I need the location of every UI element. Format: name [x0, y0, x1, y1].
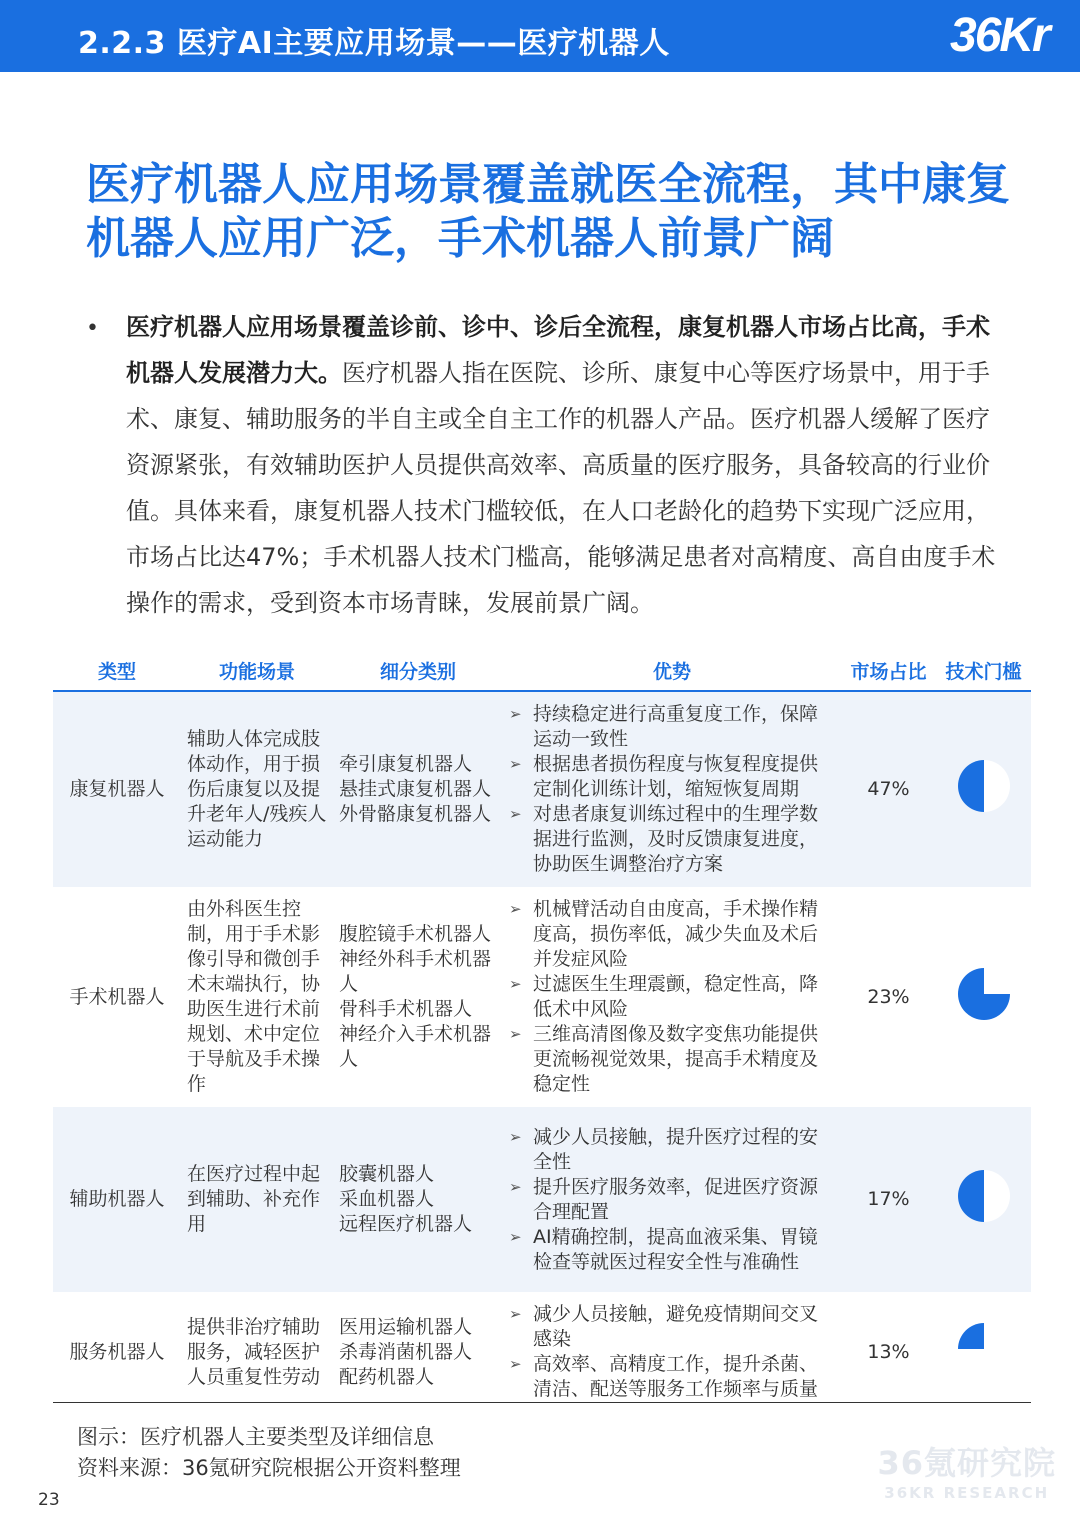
sub-item: 外骨骼康复机器人 [339, 803, 492, 825]
watermark-line: 36氪研究院 [877, 1444, 1056, 1482]
section-title: 2.2.3 医疗AI主要应用场景——医疗机器人 [78, 26, 670, 61]
row-sub [333, 1107, 503, 1292]
figure-caption [77, 1422, 461, 1484]
bullet-icon: • [86, 316, 99, 341]
row-barrier [936, 691, 1031, 887]
sub-item: 远程医疗机器人 [339, 1213, 473, 1235]
row-sub [333, 1292, 503, 1412]
barrier-pie-icon [954, 1319, 1014, 1379]
row-share: 13% [867, 1340, 910, 1363]
sub-item: 杀毒消菌机器人 [339, 1340, 473, 1363]
adv-item: ➢ 减少人员接触，提升医疗过程的安全性 [509, 1125, 835, 1175]
adv-item: ➢ 过滤医生生理震颤，稳定性高，降低术中风险 [509, 972, 835, 1022]
adv-item: ➢ 对患者康复训练过程中的生理学数据进行监测，及时反馈康复进度，协助医生调整治疗方案 [509, 802, 835, 877]
table-row [53, 1292, 1031, 1412]
row-sub [333, 691, 503, 887]
table-row [53, 887, 1031, 1107]
sub-item: 腹腔镜手术机器人 [339, 923, 492, 945]
row-adv [503, 1292, 841, 1412]
page-headline: 医疗机器人应用场景覆盖就医全流程，其中康复机器人应用广泛，手术机器人前景广阔 [86, 159, 1010, 264]
row-type: 服务机器人 [69, 1340, 165, 1363]
header-share: 市场占比 [841, 650, 936, 691]
row-scene: 在医疗过程中起到辅助、补充作用 [181, 1107, 333, 1292]
row-barrier [936, 887, 1031, 1107]
row-barrier [936, 1107, 1031, 1292]
sub-item: 采血机器人 [339, 1188, 435, 1210]
table-bottom-rule [53, 1402, 1031, 1403]
sub-item: 医用运输机器人 [339, 1315, 473, 1338]
row-scene: 辅助人体完成肢体动作，用于损伤后康复以及提升老年人/残疾人运动能力 [181, 691, 333, 887]
row-type: 手术机器人 [69, 985, 165, 1008]
row-share: 17% [841, 1107, 936, 1292]
adv-item: ➢ 高效率、高精度工作，提升杀菌、清洁、配送等服务工作频率与质量 [509, 1352, 835, 1402]
table-row [53, 691, 1031, 887]
barrier-pie-icon [954, 756, 1014, 816]
adv-item: ➢ 根据患者损伤程度与恢复程度提供定制化训练计划，缩短恢复周期 [509, 752, 835, 802]
barrier-pie-icon [954, 1166, 1014, 1226]
barrier-pie-slice [958, 760, 984, 812]
row-scene: 由外科医生控制，用于手术影像引导和微创手术末端执行，协助医生进行术前规划、术中定位于导航及手术操作 [187, 898, 321, 1095]
adv-item: ➢ 机械臂活动自由度高，手术操作精度高，损伤率低，减少失血及术后并发症风险 [509, 897, 835, 972]
header-barrier: 技术门槛 [936, 650, 1031, 691]
robot-table [53, 650, 1031, 1412]
row-adv [503, 887, 841, 1107]
row-scene: 提供非治疗辅助服务，减轻医护人员重复性劳动 [187, 1315, 321, 1388]
header-type: 类型 [53, 650, 181, 691]
bullet-bold-text: 医疗机器人应用场景覆盖诊前、诊中、诊后全流程，康复机器人市场占比高，手术机器人发展潜力大。 [126, 313, 990, 387]
barrier-pie-slice [958, 1170, 984, 1222]
row-share: 47% [841, 691, 936, 887]
row-adv [503, 1107, 841, 1292]
brand-logo: 36Kr [950, 9, 1049, 62]
row-barrier [936, 1292, 1031, 1412]
barrier-pie-slice [958, 1323, 984, 1349]
adv-item: ➢ 持续稳定进行高重复度工作，保障运动一致性 [509, 702, 835, 752]
header-sub: 细分类别 [333, 650, 503, 691]
barrier-pie-icon [954, 964, 1014, 1024]
sub-item: 牵引康复机器人 [339, 753, 473, 775]
watermark-logo [877, 1438, 1056, 1502]
sub-item: 配药机器人 [339, 1365, 435, 1388]
row-adv [503, 691, 841, 887]
header-adv: 优势 [503, 650, 841, 691]
bullet-paragraph [126, 304, 1006, 626]
watermark-line: 36KR RESEARCH [884, 1484, 1050, 1502]
table-row [53, 1107, 1031, 1292]
sub-item: 胶囊机器人 [339, 1163, 435, 1185]
sub-item: 骨科手术机器人 [339, 998, 473, 1020]
header-bar [0, 0, 1080, 72]
adv-item: ➢ 提升医疗服务效率，促进医疗资源合理配置 [509, 1175, 835, 1225]
sub-item: 悬挂式康复机器人 [339, 778, 492, 800]
row-type: 辅助机器人 [53, 1107, 181, 1292]
bullet-body-text: 医疗机器人指在医院、诊所、康复中心等医疗场景中，用于手术、康复、辅助服务的半自主或全自主工作的机器人产品。医疗机器人缓解了医疗资源紧张，有效辅助医护人员提供高效率、高质量的医疗服务，具备较高的行业价值。具体来看，康复机器人技术门槛较低，在人口老龄化的趋势下实现广泛应用，市场占比达47%；手术机器人技术门槛高，能够满足患者对高精度、高自由度手术操作的需求，受到资本市场青睐，发展前景广阔。 [126, 359, 996, 617]
page-number: 23 [38, 1490, 60, 1510]
source-line: 资料来源：36氪研究院根据公开资料整理 [77, 1456, 461, 1480]
adv-item: ➢ AI精确控制，提高血液采集、胃镜检查等就医过程安全性与准确性 [509, 1225, 835, 1275]
caption-line: 图示：医疗机器人主要类型及详细信息 [77, 1425, 434, 1449]
adv-item: ➢ 减少人员接触，避免疫情期间交叉感染 [509, 1302, 835, 1352]
row-type: 康复机器人 [53, 691, 181, 887]
row-share: 23% [867, 985, 910, 1008]
row-sub [333, 887, 503, 1107]
adv-item: ➢ 三维高清图像及数字变焦功能提供更流畅视觉效果，提高手术精度及稳定性 [509, 1022, 835, 1097]
header-scene: 功能场景 [181, 650, 333, 691]
sub-item: 神经外科手术机器人 [339, 948, 492, 995]
sub-item: 神经介入手术机器人 [339, 1023, 492, 1070]
table-header-row [53, 650, 1031, 691]
